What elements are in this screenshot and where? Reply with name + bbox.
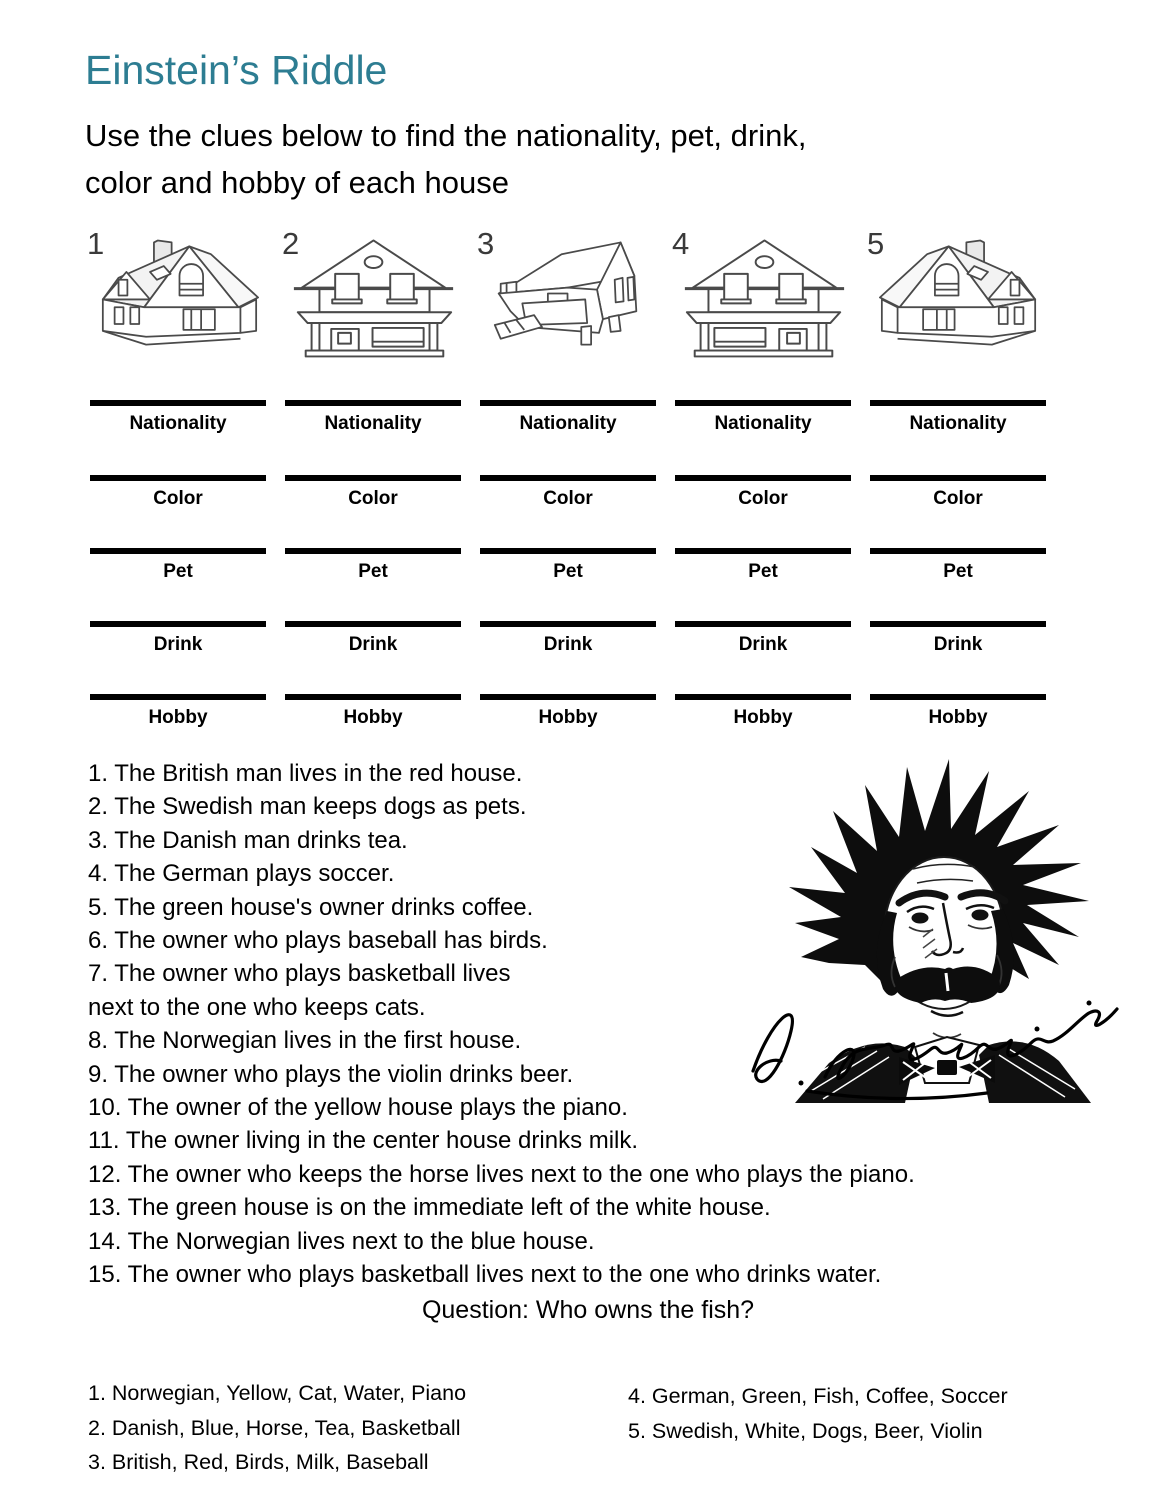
answer-blank [285,548,461,621]
clue-line: 9. The owner who plays the violin drinks beer. [88,1060,574,1088]
house-illustration-2 [288,234,460,358]
answer-line: 1. Norwegian, Yellow, Cat, Water, Piano [88,1381,467,1405]
house-cell-2 [280,224,456,374]
field-label: Color [933,488,983,509]
answer-blank [90,548,266,621]
subtitle-line: color and hobby of each house [85,165,509,200]
house-column-1 [90,400,266,767]
house-cell-5 [865,224,1041,374]
house-cell-4 [670,224,846,374]
field-label: Pet [943,561,973,582]
field-label: Hobby [343,707,403,728]
clue-line: 6. The owner who plays baseball has birds. [88,927,548,955]
answer-line: 4. German, Green, Fish, Coffee, Soccer [628,1384,1008,1408]
answer-blank [285,621,461,694]
field-label: Nationality [324,413,422,434]
house-illustration-1 [93,234,265,358]
clue-line: 5. The green house's owner drinks coffee. [88,893,534,921]
answer-line: 3. British, Red, Birds, Milk, Baseball [88,1450,429,1474]
answer-blank [675,475,851,548]
subtitle-line: Use the clues below to find the nationality, pet, drink, [85,118,807,153]
answer-key-right [628,1379,1008,1448]
clue-line: 3. The Danish man drinks tea. [88,826,408,854]
house-column-2 [285,400,461,767]
answer-blank [870,621,1046,694]
answer-blank [90,621,266,694]
field-label: Pet [748,561,778,582]
field-label: Color [738,488,788,509]
field-label: Drink [738,634,788,655]
einstein-portrait [737,751,1146,1103]
answer-blank [870,400,1046,475]
field-label: Nationality [909,413,1007,434]
clue-line: 7. The owner who plays basketball lives [88,960,511,988]
question-text: Question: Who owns the fish? [421,1296,755,1324]
clue-line: 2. The Swedish man keeps dogs as pets. [88,793,527,821]
answer-blank [480,621,656,694]
house-column-3 [480,400,656,767]
clue-line: 4. The German plays soccer. [88,860,395,888]
field-label: Hobby [928,707,988,728]
answer-blank [675,400,851,475]
subtitle [85,112,806,206]
answer-blank [870,548,1046,621]
clue-line: 12. The owner who keeps the horse lives next to the one who plays the piano. [88,1160,915,1188]
answer-blank [480,400,656,475]
house-cell-1 [85,224,261,374]
house-illustration-3 [483,234,655,358]
field-label: Drink [348,634,398,655]
field-label: Hobby [538,707,598,728]
house-number: 4 [672,226,690,261]
house-cell-3 [475,224,651,374]
clue-line: 14. The Norwegian lives next to the blue house. [88,1227,595,1255]
answer-blank [675,548,851,621]
field-label: Drink [543,634,593,655]
field-label: Hobby [733,707,793,728]
clue-line: next to the one who keeps cats. [88,993,426,1021]
field-label: Drink [153,634,203,655]
answer-key-left [88,1376,466,1480]
field-label: Color [348,488,398,509]
field-label: Color [153,488,203,509]
field-label: Nationality [714,413,812,434]
clue-line: 15. The owner who plays basketball lives next to the one who drinks water. [88,1261,882,1289]
answer-blank [285,475,461,548]
answer-line: 5. Swedish, White, Dogs, Beer, Violin [628,1418,983,1443]
field-label: Pet [358,561,388,582]
clue-line: 10. The owner of the yellow house plays the piano. [88,1094,628,1122]
answer-blank [675,621,851,694]
clue-line: 1. The British man lives in the red house. [88,760,523,787]
house-number: 1 [87,226,105,261]
field-label: Drink [933,634,983,655]
field-label: Color [543,488,593,509]
house-number: 3 [477,226,495,261]
answer-grid [90,400,1046,767]
house-illustration-5 [873,234,1045,358]
clue-line: 13. The green house is on the immediate left of the white house. [88,1194,771,1222]
page-title: Einstein’s Riddle [85,47,388,93]
field-label: Nationality [129,413,227,434]
clue-line: 8. The Norwegian lives in the first house. [88,1027,522,1055]
houses-row [85,224,1041,374]
answer-line: 2. Danish, Blue, Horse, Tea, Basketball [88,1415,461,1440]
answer-blank [90,400,266,475]
house-column-4 [675,400,851,767]
answer-blank [285,400,461,475]
house-column-5 [870,400,1046,767]
field-label: Pet [553,561,583,582]
house-illustration-4 [678,234,850,358]
answer-blank [870,475,1046,548]
clue-line: 11. The owner living in the center house drinks milk. [88,1127,639,1155]
answer-blank [90,475,266,548]
answer-blank [480,475,656,548]
answer-blank [480,548,656,621]
house-number: 2 [282,226,300,261]
field-label: Nationality [519,413,617,434]
house-number: 5 [867,226,885,261]
field-label: Pet [163,561,193,582]
field-label: Hobby [148,707,208,728]
